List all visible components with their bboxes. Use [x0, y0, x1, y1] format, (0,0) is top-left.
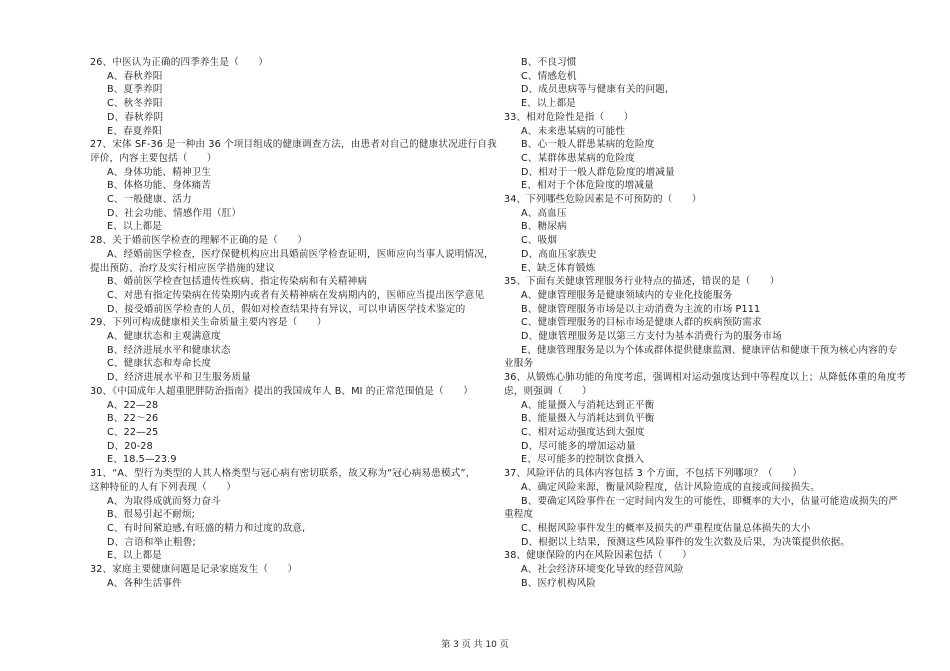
option-line: D、20-28 [107, 440, 153, 452]
question-line: 29、下列可构成健康相关生命质量主要内容是（ ） [90, 317, 327, 329]
option-line: A、健康状态和主观满意度 [107, 331, 221, 343]
option-line: B、夏季养阴 [107, 84, 163, 96]
option-line: C、情感危机 [521, 70, 577, 82]
continuation-line: 虑，则强调（ ） [504, 385, 592, 397]
option-line: B、22～26 [107, 413, 159, 425]
continuation-line: 这种特征的人有下列表现（ ） [90, 481, 237, 493]
option-line: D、社会功能、情感作用（肛） [107, 207, 242, 219]
question-line: 32、家庭主要健康问题是记录家庭发生（ ） [90, 564, 298, 576]
option-line: E、以上都是 [521, 98, 576, 110]
option-line: D、成员患病等与健康有关的问题, [521, 84, 669, 96]
option-line: B、心一般人群患某病的危险度 [521, 139, 655, 151]
option-line: B、糖尿病 [521, 221, 567, 233]
question-line: 26、中医认为正确的四季养生是（ ） [90, 57, 269, 68]
option-line: A、为取得成就而努力奋斗 [107, 495, 221, 507]
option-line: C、健康管理服务的目标市场是健康人群的疾病预防需求 [521, 317, 762, 329]
option-line: A、经婚前医学检查，医疗保健机构应出具婚前医学检查证明，医师应向当事人说明情况， [107, 248, 494, 260]
option-line: A、22—28 [107, 399, 159, 411]
question-line: 34、下列哪些危险因素是不可预防的（ ） [504, 194, 702, 206]
question-line: 27、宋体 SF-36 是一种由 36 个项目组成的健康调查方法，由患者对自己的健康状况进行自我 [90, 139, 497, 151]
option-line: C、有时间紧迫感,有旺盛的精力和过度的敌意, [107, 522, 306, 534]
option-line: E、18.5—23.9 [107, 454, 177, 466]
option-line: D、言语和举止粗鲁; [107, 536, 196, 548]
option-line: A、健康管理服务是健康领域内的专业化技能服务 [521, 289, 733, 301]
option-line: A、社会经济环境变化导致的经营风险 [521, 564, 684, 576]
question-line: 37、风险评估的具体内容包括 3 个方面，不包括下列哪项？（ ） [504, 468, 802, 480]
question-line: 36、从锻炼心肺功能的角度考虑，强调相对运动强度达到中等程度以上；从降低体重的角度考 [504, 372, 907, 384]
option-line: B、婚前医学检查包括遗传性疾病、指定传染病和有关精神病 [107, 276, 368, 288]
question-line: 31、“A、型行为类型的人其人格类型与冠心病有密切联系，故又称为“冠心病易患模式”， [90, 468, 476, 480]
option-line: C、一般健康、活力 [107, 194, 192, 206]
option-line: A、身体功能、精神卫生 [107, 166, 212, 178]
option-line: C、秋冬养阳 [107, 98, 163, 110]
option-line: A、各种生活事件 [107, 577, 182, 589]
option-line: C、22—25 [107, 426, 159, 438]
option-line: E、以上都是 [107, 221, 162, 233]
option-line: C、相对运动强度达到大强度 [521, 426, 645, 438]
option-line: A、确定风险来源，衡量风险程度，估计风险造成的直接或间接损失。 [521, 481, 821, 493]
option-line: D、春秋养阴 [107, 111, 164, 123]
option-line: C、根据风险事件发生的概率及损失的严重程度估量总体损失的大小 [521, 522, 811, 534]
option-line: E、相对于个体危险度的增减量 [521, 180, 654, 192]
option-line: D、相对于一般人群危险度的增减量 [521, 166, 675, 178]
option-line: D、健康管理服务是以第三方支付为基本消费行为的服务市场 [521, 331, 782, 343]
left-column [90, 56, 497, 590]
option-line: B、很易引起不耐烦; [107, 509, 196, 521]
continuation-line: 业服务 [504, 358, 534, 370]
option-line: B、要确定风险事件在一定时间内发生的可能性，即概率的大小，估量可能造成损失的严 [521, 495, 898, 507]
option-line: B、体格功能、身体痛苦 [107, 180, 212, 192]
continuation-line: 重程度 [504, 509, 534, 521]
option-line: C、健康状态和寿命长度 [107, 358, 212, 370]
option-line: D、根据以上结果，预测这些风险事件的发生次数及后果，为决策提供依据。 [521, 536, 851, 548]
option-line: C、对患有指定传染病在传染期内或者有关精神病在发病期内的，医师应当提出医学意见 [107, 289, 485, 301]
page-footer: 第 3 页 共 10 页 [441, 640, 509, 650]
option-line: E、春夏养阳 [107, 125, 162, 137]
question-line: 30、《中国成年人超重肥胖防治指南》提出的我国成年人 B、MI 的正常范围值是（ ） [90, 385, 474, 397]
option-line: C、某群体患某病的危险度 [521, 152, 636, 164]
option-line: A、未来患某病的可能性 [521, 125, 626, 137]
option-line: E、尽可能多的控制饮食摄入 [521, 454, 645, 466]
option-line: B、医疗机构风险 [521, 577, 596, 589]
right-column [504, 56, 907, 590]
option-line: D、经济进展水平和卫生服务质量 [107, 372, 251, 384]
option-line: B、健康管理服务市场是以主动消费为主流的市场 P111 [521, 303, 761, 315]
option-line: C、吸烟 [521, 235, 558, 247]
option-line: D、高血压家族史 [521, 248, 597, 260]
question-line: 38、健康保险的内在风险因素包括（ ） [504, 550, 692, 562]
option-line: A、能量摄入与消耗达到正平衡 [521, 399, 655, 411]
option-line: D、接受婚前医学检查的人员，假如对检查结果持有异议，可以申请医学技术鉴定的 [107, 303, 466, 315]
option-line: E、缺乏体育锻炼 [521, 262, 596, 274]
option-line: A、高血压 [521, 207, 567, 219]
question-line: 35、下面有关健康管理服务行业特点的描述，错误的是（ ） [504, 276, 780, 288]
option-line: A、春秋养阳 [107, 70, 163, 82]
continuation-line: 提出预防、治疗及实行相应医学措施的建议 [90, 262, 276, 274]
question-line: 33、相对危险性是指（ ） [504, 111, 634, 123]
question-line: 28、关于婚前医学检查的理解不正确的是（ ） [90, 235, 308, 247]
option-line: E、以上都是 [107, 550, 162, 562]
option-line: B、不良习惯 [521, 57, 577, 68]
option-line: B、经济进展水平和健康状态 [107, 344, 231, 356]
continuation-line: 评价，内容主要包括（ ） [90, 152, 217, 164]
option-line: D、尽可能多的增加运动量 [521, 440, 636, 452]
option-line: B、能量摄入与消耗达到负平衡 [521, 413, 655, 425]
option-line: E、健康管理服务是以为个体或群体提供健康监测、健康评估和健康干预为核心内容的专 [521, 344, 898, 356]
